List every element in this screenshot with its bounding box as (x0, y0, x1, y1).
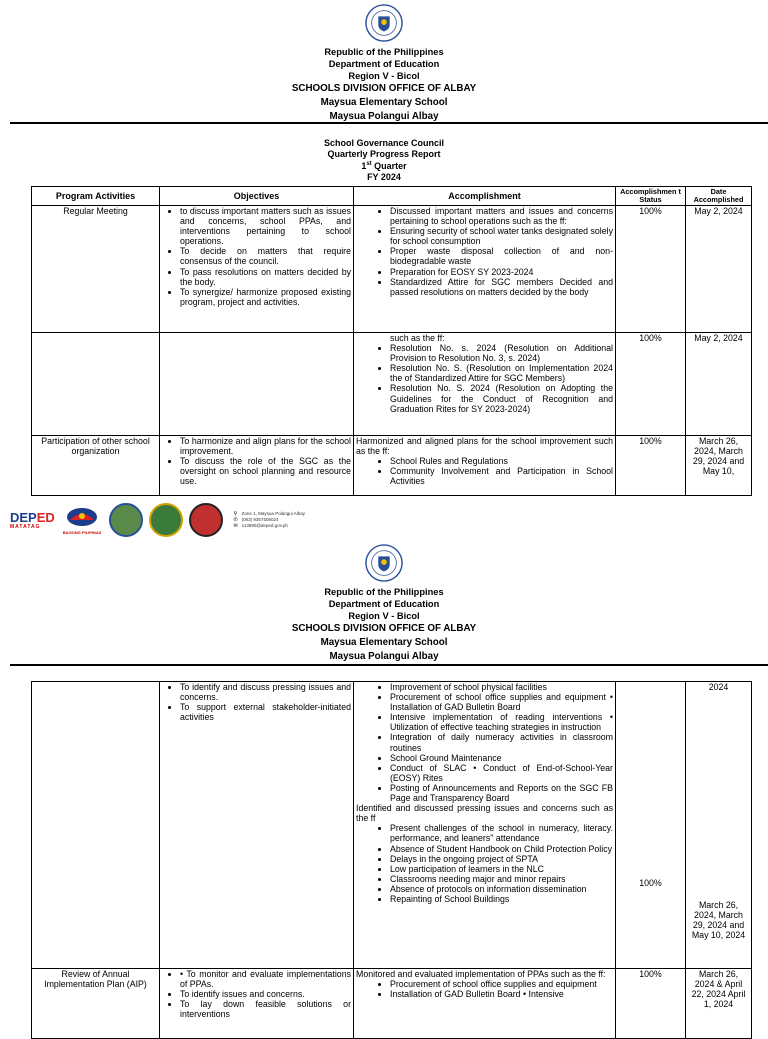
col-date: Date Accomplished (686, 187, 752, 206)
contact-email: 113990@deped.gov.ph (241, 523, 288, 528)
bagong-pilipinas-icon (64, 506, 100, 528)
division-line: SCHOOLS DIVISION OFFICE OF ALBAY (291, 83, 477, 94)
list-item: • Resolution No. S. (Resolution on Implementation 2024 the of Standardized Attire for SGC Members) (390, 363, 613, 383)
republic-line: Republic of the Philippines (324, 47, 444, 57)
list-item: • To lay down feasible solutions or interventions (180, 999, 351, 1019)
status-cell: 100% (616, 682, 686, 969)
list-item: • To support external stakeholder-initiated activities (180, 702, 351, 722)
letterhead (0, 544, 768, 664)
school-line: Maysua Elementary School (320, 637, 448, 648)
list-item: • Ensuring security of school water tanks designated solely for school consumption (390, 226, 613, 246)
address-line: Maysua Polangui Albay (329, 651, 439, 662)
list-item: • Community Involvement and Participation in School Activities (390, 466, 613, 486)
date-accomplished: March 26, 2024, March 29, 2024 and May 10, 2024 (691, 900, 746, 941)
accomplishment-intro: such as the ff: (390, 333, 445, 343)
table-row (32, 436, 752, 496)
list-item: • Discussed important matters and issues and concerns pertaining to school operations such as the ff: (390, 206, 613, 226)
objectives-cell (160, 333, 354, 436)
quarter-suffix: st (366, 161, 372, 167)
division-line: SCHOOLS DIVISION OFFICE OF ALBAY (291, 623, 477, 634)
status-cell: 100% (616, 333, 686, 436)
report-type: Quarterly Progress Report (327, 148, 441, 159)
report-title (0, 138, 768, 182)
list-item: • Classrooms needing major and minor repairs (390, 874, 613, 884)
list-item: • Delays in the ongoing project of SPTA (390, 854, 613, 864)
objectives-cell (160, 436, 354, 496)
table-header-row (32, 187, 752, 206)
activity-cell: Review of Annual Implementation Plan (AIP) (32, 969, 160, 1039)
objectives-cell (160, 682, 354, 969)
table-row (32, 206, 752, 333)
location-icon: ⚲ (233, 511, 238, 517)
contact-icons (233, 511, 237, 529)
deped-logo-text: DEP (10, 509, 37, 525)
email-icon: ✉ (233, 523, 238, 529)
list-item: • School Rules and Regulations (390, 456, 613, 466)
accomplishment-intro: Identified and discussed pressing issues and concerns such as the ff (356, 803, 613, 824)
list-item: • Proper waste disposal collection of and non-biodegradable waste (390, 246, 613, 266)
list-item: • Procurement of school office supplies and equipment (390, 979, 613, 989)
list-item: • To harmonize and align plans for the school improvement. (180, 436, 351, 456)
list-item: • School Ground Maintenance (390, 753, 613, 763)
quarter-number: 1 (361, 161, 367, 171)
accomplishment-cell (354, 206, 616, 333)
col-accomplishment: Accomplishment (354, 187, 616, 206)
objectives-cell (160, 206, 354, 333)
table-row (32, 969, 752, 1039)
accomplishment-intro: Monitored and evaluated implementation of PPAs such as the ff: (356, 969, 606, 979)
council-title: School Governance Council (323, 138, 445, 148)
contact-phone: (063) 9357506024 (241, 517, 279, 522)
list-item: • To identify and discuss pressing issues and concerns. (180, 682, 351, 702)
list-item: • Present challenges of the school in numeracy, literacy. performance, and leaners" attendance (390, 823, 613, 843)
quarter-word: Quarter (371, 161, 407, 171)
list-item: • Conduct of SLAC • Conduct of End-of-School-Year (EOSY) Rites (390, 763, 613, 783)
activity-cell: Participation of other school organization (32, 436, 160, 496)
header-rule (10, 664, 768, 666)
republic-line: Republic of the Philippines (324, 587, 444, 597)
bagong-pilipinas-text: BAGONG PILIPINAS (62, 529, 102, 535)
list-item: • • To monitor and evaluate implementations of PPAs. (180, 969, 351, 989)
date-cell (686, 682, 752, 969)
department-line: Department of Education (328, 59, 440, 69)
activity-cell (32, 333, 160, 436)
status-cell: 100% (616, 206, 686, 333)
school-line: Maysua Elementary School (320, 97, 448, 108)
footer-logos (10, 503, 305, 537)
accomplishment-cell (354, 682, 616, 969)
list-item: • To discuss the role of the SGC as the oversight on school planning and resource use. (180, 456, 351, 486)
address-line: Maysua Polangui Albay (329, 111, 439, 122)
date-cell: May 2, 2024 (686, 206, 752, 333)
list-item: • Integration of daily numeracy activities in classroom routines (390, 732, 613, 752)
fiscal-year: FY 2024 (367, 171, 401, 182)
status-cell: 100% (616, 436, 686, 496)
deped-logo-text-red: ED (36, 509, 55, 525)
region-line: Region V - Bicol (348, 611, 420, 621)
activity-cell (32, 682, 160, 969)
department-line: Department of Education (328, 599, 440, 609)
list-item: • Improvement of school physical facilities (390, 682, 613, 692)
list-item: • Installation of GAD Bulletin Board • Intensive (390, 989, 613, 999)
bagong-pilipinas-logo (63, 506, 102, 535)
accomplishment-intro: Harmonized and aligned plans for the school improvement such as the ff: (356, 436, 613, 457)
deped-matatag-logo (10, 511, 55, 530)
objectives-cell (160, 969, 354, 1039)
accomplishment-cell (354, 436, 616, 496)
list-item: • Standardized Attire for SGC members Decided and passed resolutions on matters decided by the body (390, 277, 613, 297)
list-item: • Resolution No. S. 2024 (Resolution on Adopting the Guidelines for the Conduct of Recognition and Graduation Rites for SY 2023-2024) (390, 383, 613, 413)
list-item: • Absence of protocols on information dissemination (390, 884, 613, 894)
school-seal-icon (149, 503, 183, 537)
phone-icon: ✆ (233, 517, 238, 523)
col-objectives: Objectives (160, 187, 354, 206)
list-item: • to discuss important matters such as issues and concerns, school PPAs, and interventions pertaining to school operations. (180, 206, 351, 246)
list-item: • To identify issues and concerns. (180, 989, 351, 999)
col-program-activities: Program Activities (32, 187, 160, 206)
status-cell: 100% (616, 969, 686, 1039)
list-item: • Low participation of learners in the NLC (390, 864, 613, 874)
date-cell: March 26, 2024, March 29, 2024 and May 10, (686, 436, 752, 496)
accomplishment-cell (354, 333, 616, 436)
list-item: • Absence of Student Handbook on Child Protection Policy (390, 844, 613, 854)
region-line: Region V - Bicol (348, 71, 420, 81)
list-item: • To decide on matters that require consensus of the council. (180, 246, 351, 266)
municipal-seal-icon (189, 503, 223, 537)
list-item: • Intensive implementation of reading interventions • Utilization of effective teaching strategies in instruction (390, 712, 613, 732)
date-continued: 2024 (708, 682, 729, 692)
list-item: • Procurement of school office supplies and equipment • Installation of GAD Bulletin Board (390, 692, 613, 712)
list-item: • Posting of Announcements and Reports on the SGC FB Page and Transparency Board (390, 783, 613, 803)
progress-table-continued (31, 681, 752, 1039)
list-item: • Repainting of School Buildings (390, 894, 613, 904)
contact-address: Zone 1, Maysua Polangui Albay (241, 511, 305, 516)
quarter-label (0, 159, 768, 172)
header-rule (10, 122, 768, 124)
division-seal-icon (109, 503, 143, 537)
accomplishment-cell (354, 969, 616, 1039)
list-item: • Resolution No. s. 2024 (Resolution on Additional Provision to Resolution No. 3, s. 2024) (390, 343, 613, 363)
progress-table (31, 186, 752, 496)
col-status: Accomplishmen t Status (616, 187, 686, 206)
list-item: • To synergize/ harmonize proposed existing program, project and activities. (180, 287, 351, 307)
activity-cell: Regular Meeting (32, 206, 160, 333)
list-item: • To pass resolutions on matters decided by the body. (180, 267, 351, 287)
table-row (32, 333, 752, 436)
matatag-text: MATATAG (10, 523, 41, 530)
date-cell: May 2, 2024 (686, 333, 752, 436)
table-row (32, 682, 752, 969)
contact-info (242, 511, 305, 529)
list-item: • Preparation for EOSY SY 2023-2024 (390, 267, 613, 277)
deped-seal-icon (365, 4, 403, 42)
letterhead (0, 4, 768, 124)
deped-seal-icon (365, 544, 403, 582)
date-cell: March 26, 2024 & April 22, 2024 April 1, 2024 (686, 969, 752, 1039)
